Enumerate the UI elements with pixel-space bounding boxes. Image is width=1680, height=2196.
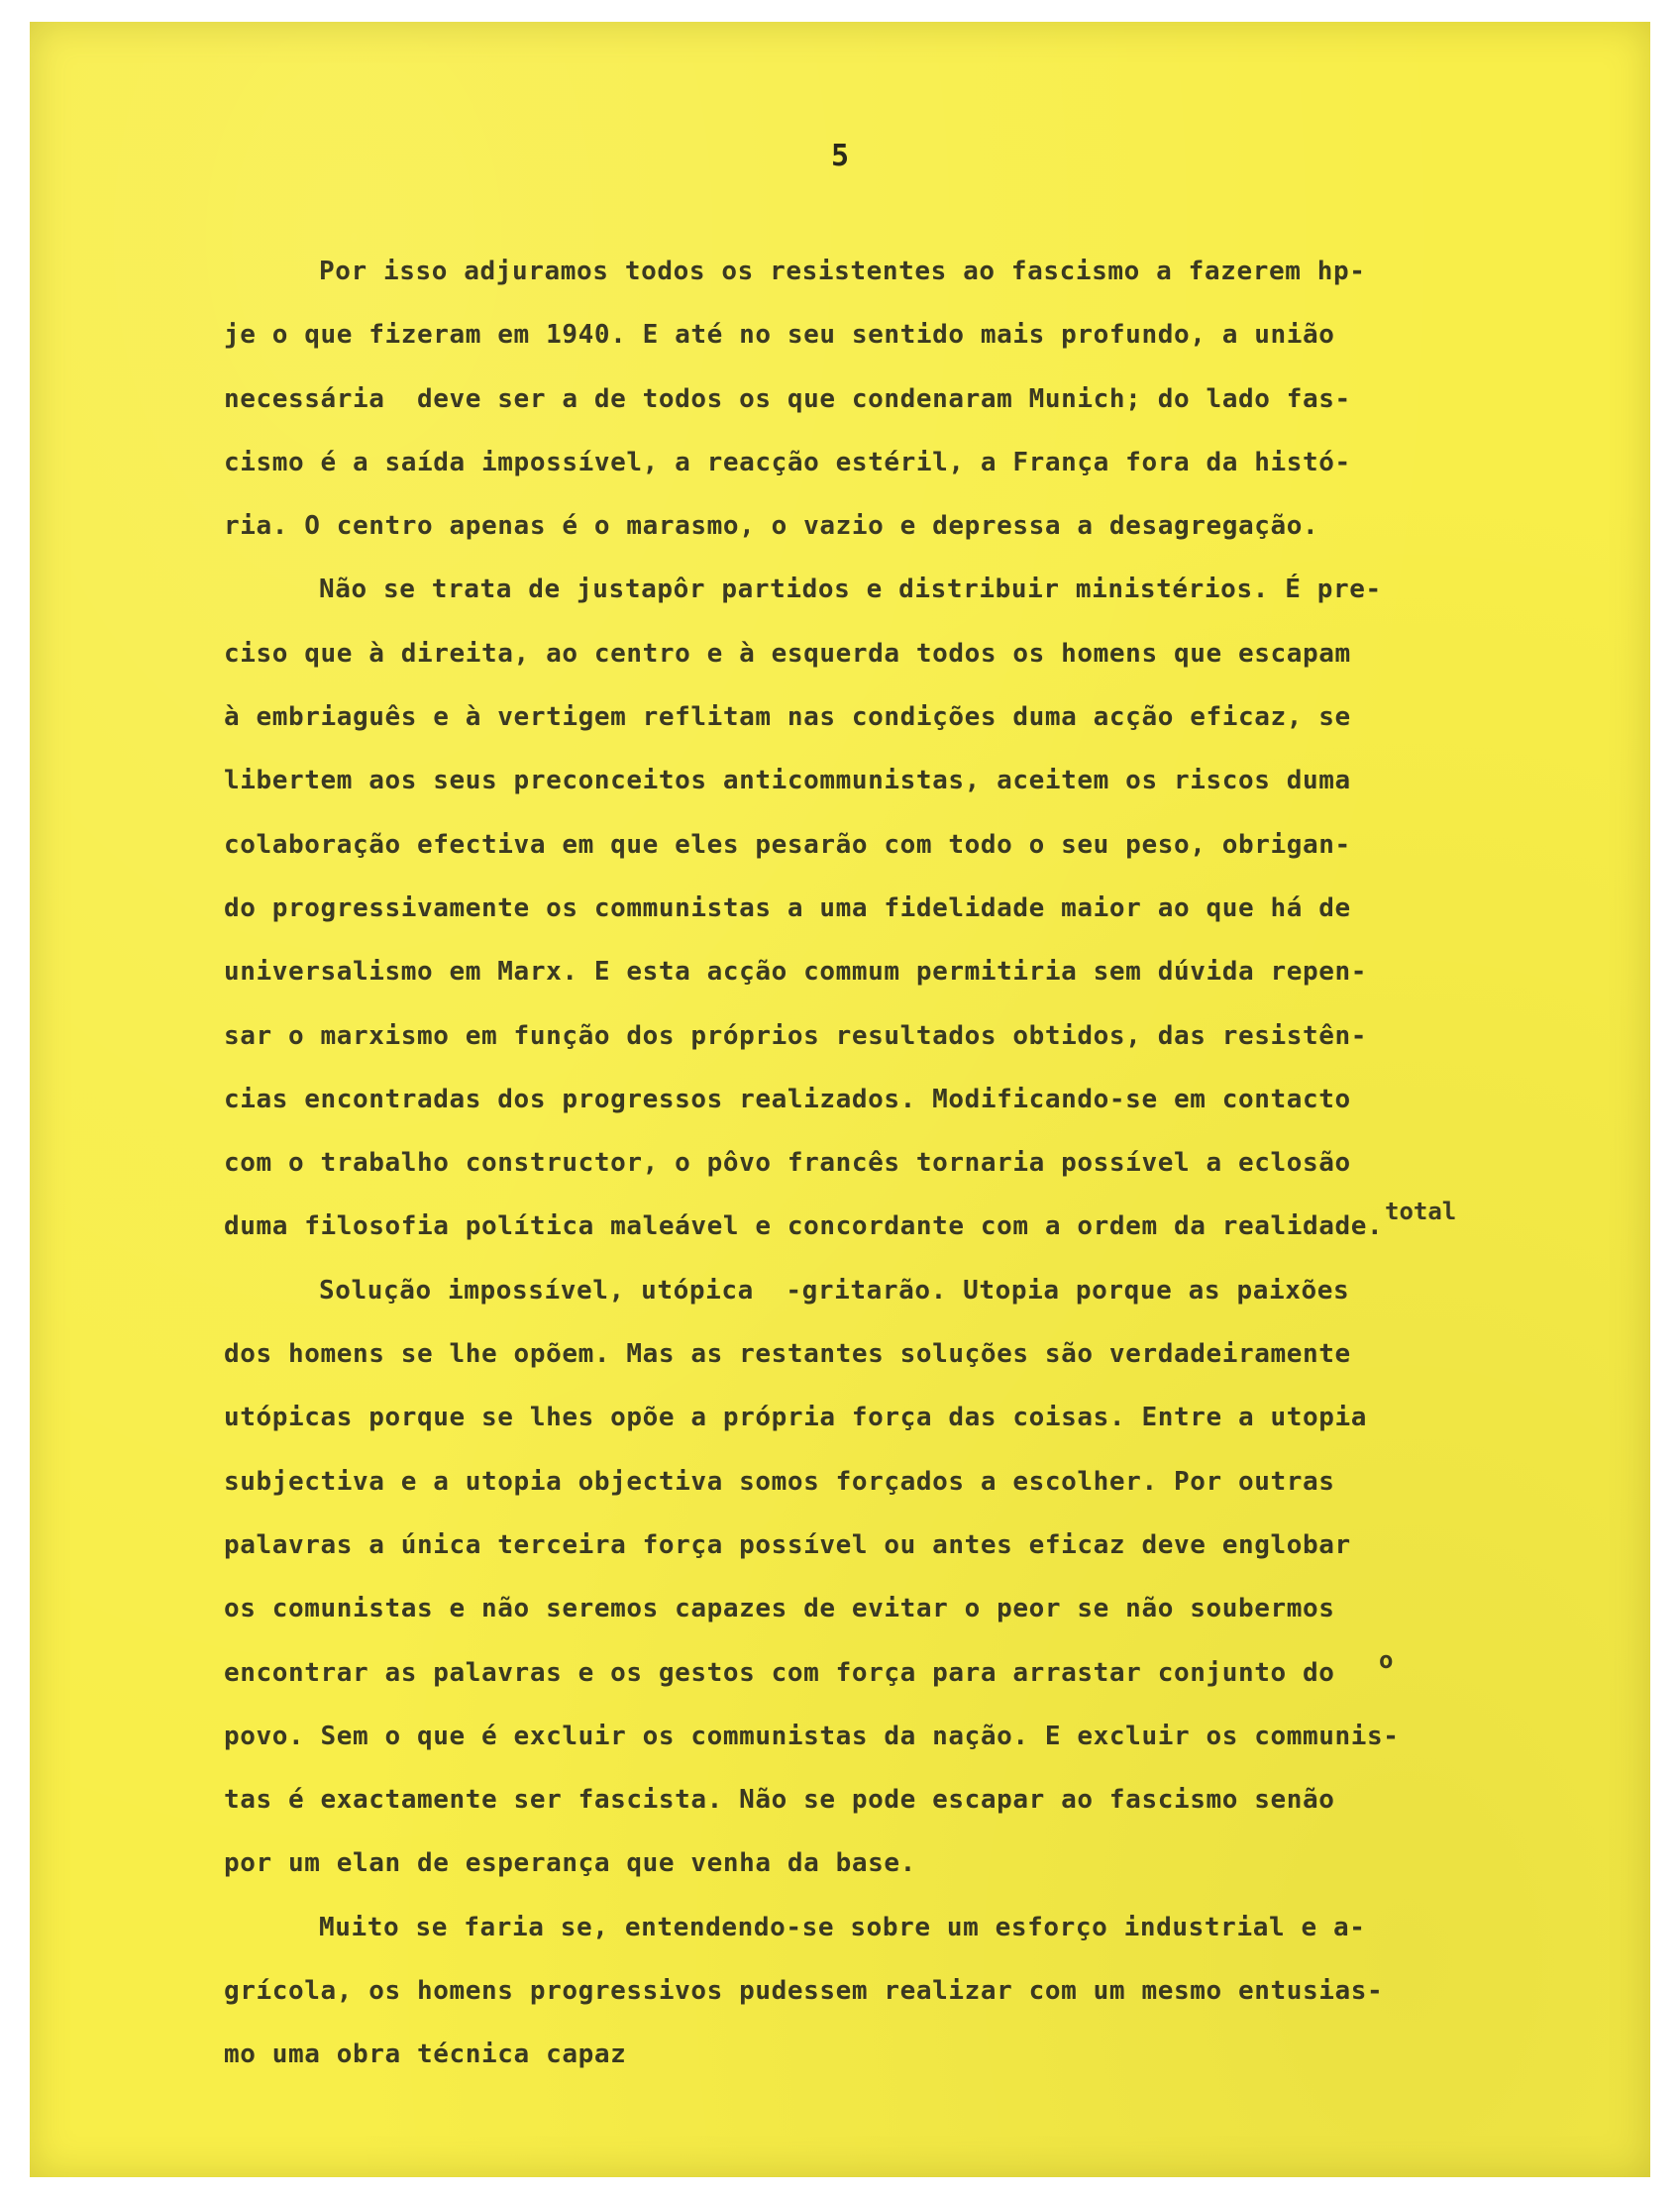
text-line: dos homens se lhe opõem. Mas as restantes soluções são verdadeiramente bbox=[224, 1339, 1351, 1370]
handwritten-insertion-o: o bbox=[1379, 1646, 1394, 1674]
text-line: tas é exactamente ser fascista. Não se pode escapar ao fascismo senão bbox=[224, 1785, 1335, 1816]
text-line: por um elan de esperança que venha da base. bbox=[224, 1848, 916, 1879]
text-line: cias encontradas dos progressos realizados. Modificando-se em contacto bbox=[224, 1084, 1351, 1114]
text-line: Não se trata de justapôr partidos e distribuir ministérios. É pre- bbox=[319, 575, 1382, 605]
text-line: palavras a única terceira força possível ou antes eficaz deve englobar bbox=[224, 1529, 1351, 1560]
text-line: encontrar as palavras e os gestos com força para arrastar conjunto do bbox=[224, 1657, 1335, 1688]
text-line: sar o marxismo em função dos próprios resultados obtidos, das resistên- bbox=[224, 1020, 1367, 1051]
text-line: do progressivamente os communistas a uma fidelidade maior ao que há de bbox=[224, 892, 1351, 923]
text-line: com o trabalho constructor, o pôvo francês tornaria possível a eclosão bbox=[224, 1148, 1351, 1179]
text-line: Por isso adjuramos todos os resistentes ao fascismo a fazerem hp- bbox=[319, 257, 1366, 286]
text-line: à embriaguês e à vertigem reflitam nas condições duma acção eficaz, se bbox=[224, 702, 1351, 733]
text-line: je o que fizeram em 1940. E até no seu sentido mais profundo, a união bbox=[224, 320, 1335, 351]
text-line: ciso que à direita, ao centro e à esquerda todos os homens que escapam bbox=[224, 638, 1351, 669]
page-number: 5 bbox=[830, 139, 850, 173]
text-line: necessária deve ser a de todos os que condenaram Munich; do lado fas- bbox=[224, 383, 1351, 414]
text-line: duma filosofia política maleável e concordante com a ordem da realidade. bbox=[224, 1211, 1384, 1242]
text-line: grícola, os homens progressivos pudessem realizar com um mesmo entusias- bbox=[224, 1976, 1384, 2007]
handwritten-insertion-total: total bbox=[1385, 1198, 1457, 1225]
document-page bbox=[30, 22, 1650, 2177]
text-line: libertem aos seus preconceitos anticommunistas, aceitem os riscos duma bbox=[224, 766, 1351, 796]
body-text bbox=[224, 240, 1660, 2087]
text-line: mo uma obra técnica capaz bbox=[224, 2039, 627, 2070]
text-line: os comunistas e não seremos capazes de evitar o peor se não soubermos bbox=[224, 1594, 1335, 1624]
text-line: Muito se faria se, entendendo-se sobre um esforço industrial e a- bbox=[319, 1912, 1366, 1942]
text-line: universalismo em Marx. E esta acção commum permitiria sem dúvida repen- bbox=[224, 957, 1367, 988]
text-line: Solução impossível, utópica -gritarão. Utopia porque as paixões bbox=[319, 1275, 1350, 1306]
text-line: utópicas porque se lhes opõe a própria força das coisas. Entre a utopia bbox=[224, 1403, 1367, 1433]
text-line: colaboração efectiva em que eles pesarão com todo o seu peso, obrigan- bbox=[224, 829, 1351, 860]
text-line: subjectiva e a utopia objectiva somos forçados a escolher. Por outras bbox=[224, 1466, 1335, 1497]
text-line: ria. O centro apenas é o marasmo, o vazio e depressa a desagregação. bbox=[224, 511, 1319, 542]
text-line: cismo é a saída impossível, a reacção estéril, a França fora da histó- bbox=[224, 447, 1351, 477]
text-line: povo. Sem o que é excluir os communistas da nação. E excluir os communis- bbox=[224, 1721, 1400, 1751]
